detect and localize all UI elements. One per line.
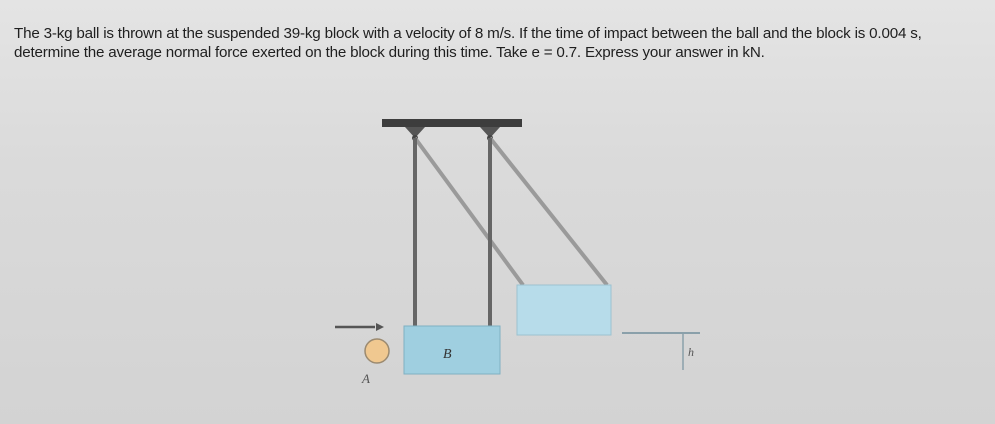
ball-a (365, 339, 389, 363)
block-label: B (443, 347, 452, 362)
problem-statement: The 3-kg ball is thrown at the suspended 39-kg block with a velocity of 8 m/s. If the time of impact between the ball and the block is 0.004 s, determine the average normal force exerted on the block during this time. Take e = 0.7. Express your answer in kN. (14, 25, 922, 61)
block-b (404, 326, 500, 374)
velocity-arrowhead (376, 323, 384, 331)
block-displaced (517, 285, 611, 335)
ball-label: A (362, 371, 370, 386)
ceiling-support (382, 119, 522, 127)
height-label: h (688, 345, 694, 359)
